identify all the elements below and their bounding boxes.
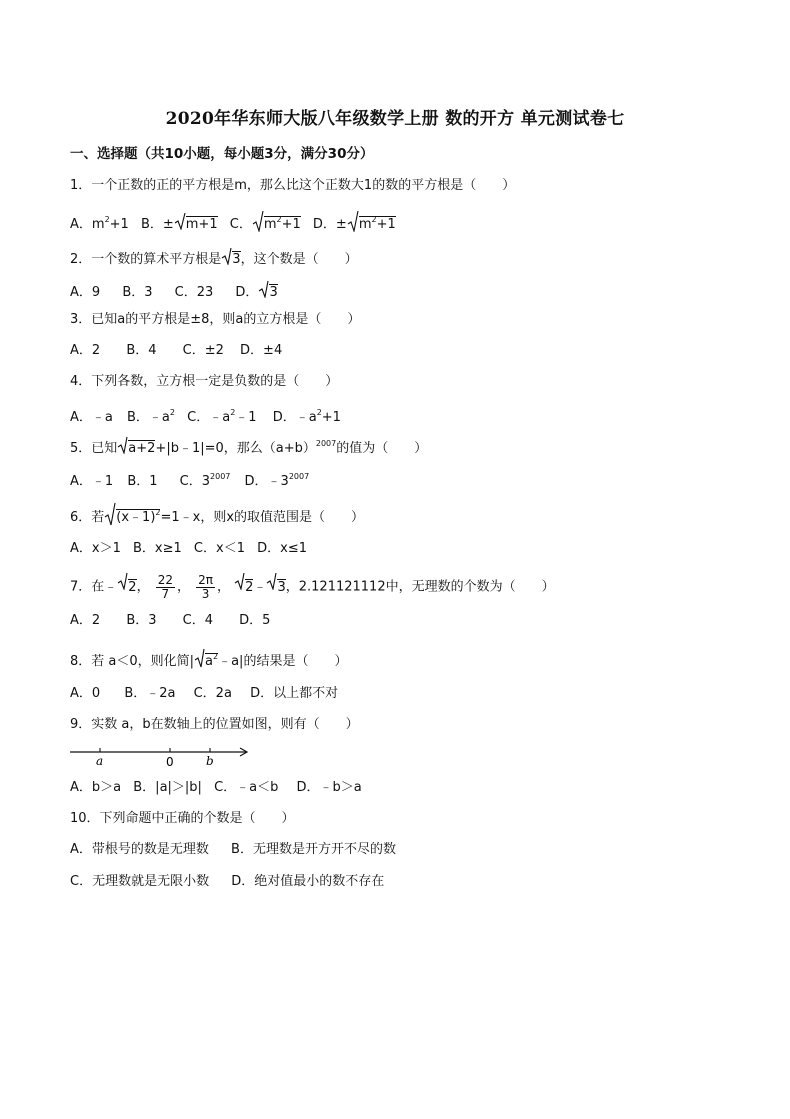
sqrt-symbol	[194, 648, 205, 675]
question-1-options	[70, 210, 396, 239]
question-8-stem: 8．若 a＜0，则化简| $a^2﹣a|$的结果是（ ）	[70, 647, 347, 675]
question-2-options	[70, 280, 278, 305]
sqrt-symbol	[252, 210, 264, 239]
question-10-options-row1	[70, 840, 396, 860]
question-5-stem: 5．已知 a+2+|b﹣1|=0，那么$(a+b)^{2007}$的值为（ ）	[70, 434, 427, 461]
option-5a: A．﹣1	[70, 474, 114, 489]
option-5b: B．1	[127, 474, 158, 489]
option-1b: B．± m+1	[141, 217, 218, 232]
number-line-figure	[70, 742, 252, 774]
question-2-stem: 2．一个数的算术平方根是 3，这个数是（ ）	[70, 247, 358, 272]
fraction-2pi-3: $\frac{2\pi}{3}$	[198, 572, 214, 601]
sqrt-symbol	[234, 570, 245, 604]
page-title: 2020年华东师大版八年级数学上册 数的开方 单元测试卷七	[165, 109, 625, 129]
option-4c: C．$﹣a^2﹣1$	[187, 408, 257, 425]
question-5-options	[70, 467, 309, 492]
option-2d: D． 3	[235, 285, 277, 300]
fraction-22-7: $\frac{22}{7}$	[157, 572, 173, 601]
label-0: 0	[166, 755, 174, 769]
option-1d: D．± $m^2+1$	[313, 217, 396, 232]
question-4-stem: 4．下列各数，立方根一定是负数的是（ ）	[70, 374, 339, 389]
question-9-options	[70, 778, 362, 798]
option-10b: B．无理数是开方开不尽的数	[231, 842, 396, 857]
option-9b: B．|a|＞|b|	[133, 780, 202, 795]
option-3c: C．±2	[182, 343, 224, 358]
sqrt-symbol	[117, 436, 128, 461]
option-10a: A．带根号的数是无理数	[70, 842, 209, 857]
option-1a: A．$m^2+1$	[70, 215, 129, 232]
question-7-stem: 7．在﹣ 2， $\frac{22}{7}$ ， $\frac{2\pi}{3}$ ， 2﹣ 3，2.121121112中，无理数的个数为（ ）	[70, 570, 555, 605]
sqrt-symbol	[347, 210, 359, 239]
option-6b: B．x≥1	[133, 541, 182, 556]
option-4a: A．﹣a	[70, 410, 113, 425]
question-10-options-row2	[70, 872, 384, 892]
option-8d: D．以上都不对	[250, 686, 339, 701]
sqrt-symbol	[117, 570, 128, 604]
option-9a: A．b＞a	[70, 780, 122, 795]
option-9c: C．﹣a＜b	[214, 780, 279, 795]
option-4b: B．$﹣a^2$	[127, 408, 175, 425]
option-7a: A．2	[70, 613, 101, 628]
sqrt-symbol	[258, 280, 269, 305]
option-2c: C．23	[174, 285, 214, 300]
sqrt-symbol	[104, 502, 116, 533]
option-8a: A．0	[70, 686, 101, 701]
question-3-options	[70, 341, 282, 361]
option-10d: D．绝对值最小的数不存在	[231, 874, 385, 889]
option-3b: B．4	[126, 343, 157, 358]
option-8c: C．2a	[193, 686, 232, 701]
question-10-stem: 10．下列命题中正确的个数是（ ）	[70, 811, 295, 826]
option-7c: C．4	[182, 613, 214, 628]
question-1-stem: 1．一个正数的正的平方根是m，那么比这个正数大1的数的平方根是（ ）	[70, 178, 516, 193]
option-4d: D．$﹣a^2+1$	[272, 408, 341, 425]
option-3a: A．2	[70, 343, 101, 358]
option-6c: C．x＜1	[193, 541, 245, 556]
option-7d: D．5	[239, 613, 271, 628]
sqrt-symbol	[221, 247, 232, 272]
question-3-stem: 3．已知a的平方根是±8，则a的立方根是（ ）	[70, 312, 361, 327]
question-6-stem: 6．若 (x﹣1)$^2$=1﹣x，则x的取值范围是（ ）	[70, 502, 364, 533]
question-8-options	[70, 684, 338, 704]
label-a: a	[96, 754, 104, 768]
option-10c: C．无理数就是无限小数	[70, 874, 210, 889]
option-2b: B．3	[122, 285, 153, 300]
sqrt-symbol	[174, 212, 186, 237]
question-6-options	[70, 539, 307, 559]
sqrt-symbol	[266, 570, 277, 604]
option-9d: D．﹣b＞a	[296, 780, 362, 795]
option-6a: A．x＞1	[70, 541, 121, 556]
question-9-stem: 9．实数 a，b在数轴上的位置如图，则有（ ）	[70, 717, 359, 732]
option-8b: B．﹣2a	[124, 686, 176, 701]
question-7-options	[70, 611, 270, 631]
option-3d: D．±4	[240, 343, 283, 358]
option-6d: D．x≤1	[257, 541, 307, 556]
option-5d: D．$﹣3^{2007}$	[244, 472, 310, 489]
option-2a: A．9	[70, 285, 101, 300]
label-b: b	[206, 754, 214, 768]
option-7b: B．3	[126, 613, 157, 628]
option-5c: C．$3^{2007}$	[179, 472, 231, 489]
section-heading: 一、选择题（共10小题，每小题3分，满分30分）	[70, 146, 374, 162]
question-4-options	[70, 403, 341, 428]
option-1c: C． $m^2+1$	[230, 217, 301, 232]
